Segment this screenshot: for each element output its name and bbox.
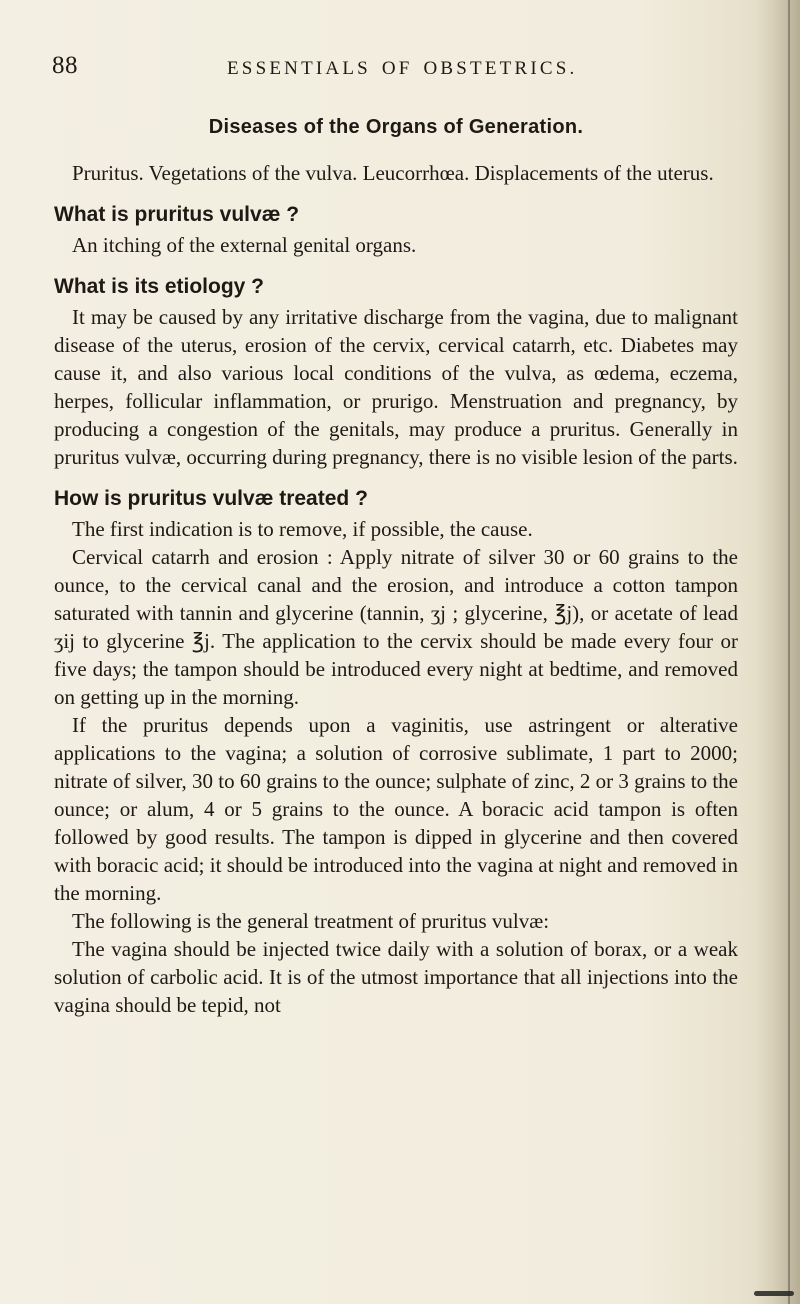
running-head: ESSENTIALS OF OBSTETRICS.	[227, 58, 578, 79]
qa-item-pruritus-definition	[54, 201, 738, 259]
answer-paragraph: An itching of the external genital organs.	[72, 233, 417, 257]
answer-paragraph: The following is the general treatment of pruritus vulvæ:	[72, 909, 550, 933]
page-edge-line	[788, 0, 790, 1304]
section-title: Diseases of the Organs of Generation.	[208, 116, 584, 138]
answer-paragraph: It may be caused by any irritative discharge from the vagina, due to malignant disease of the uterus, erosion of the cervix, cervical catarrh, etc. Diabetes may cause it, and also various local conditions of the vulva, as œdema, eczema, herpes, follicular inflammation, or prurigo. Menstruation and pregnancy, by producing a congestion of the genitals, may produce a pruritus. Generally in pruritus vulvæ, occurring during pregnancy, there is no visible lesion of the parts.	[54, 305, 738, 469]
page-header	[52, 52, 692, 86]
answer-paragraph: If the pruritus depends upon a vaginitis, use astringent or alterative applications to the vagina; a solution of corrosive sublimate, 1 part to 2000; nitrate of silver, 30 to 60 grains to the ounce; sulphate of zinc, 2 or 3 grains to the ounce; or alum, 4 or 5 grains to the ounce. A boracic acid tampon is often followed by good results. The tampon is dipped in glycerine and then covered with boracic acid; it should be introduced into the vagina at night and removed in the morning.	[54, 713, 738, 905]
binding-mark	[754, 1291, 794, 1296]
section-intro: Pruritus. Vegetations of the vulva. Leucorrhœa. Displacements of the uterus.	[72, 161, 714, 185]
page-edge-shadow	[756, 0, 800, 1304]
page-number: 88	[52, 52, 78, 79]
qa-item-treatment	[54, 485, 738, 1019]
answer-paragraph: Cervical catarrh and erosion : Apply nitrate of silver 30 or 60 grains to the ounce, to the cervical canal and the erosion, and introduce a cotton tampon saturated with tannin and glycerine (tannin, ʒj ; glycerine, ℥j), or acetate of lead ʒij to glycerine ℥j. The application to the cervix should be made every four or five days; the tampon should be introduced every night at bedtime, and removed on getting up in the morning.	[54, 545, 738, 709]
answer-paragraph: The first indication is to remove, if possible, the cause.	[72, 517, 533, 541]
page-content	[54, 116, 738, 1019]
qa-item-etiology	[54, 273, 738, 471]
question-heading: What is pruritus vulvæ ?	[54, 203, 300, 226]
question-heading: What is its etiology ?	[54, 275, 265, 298]
answer-paragraph: The vagina should be injected twice daily with a solution of borax, or a weak solution of carbolic acid. It is of the utmost importance that all injections into the vagina should be tepid, not	[54, 937, 738, 1017]
question-heading: How is pruritus vulvæ treated ?	[54, 487, 368, 510]
